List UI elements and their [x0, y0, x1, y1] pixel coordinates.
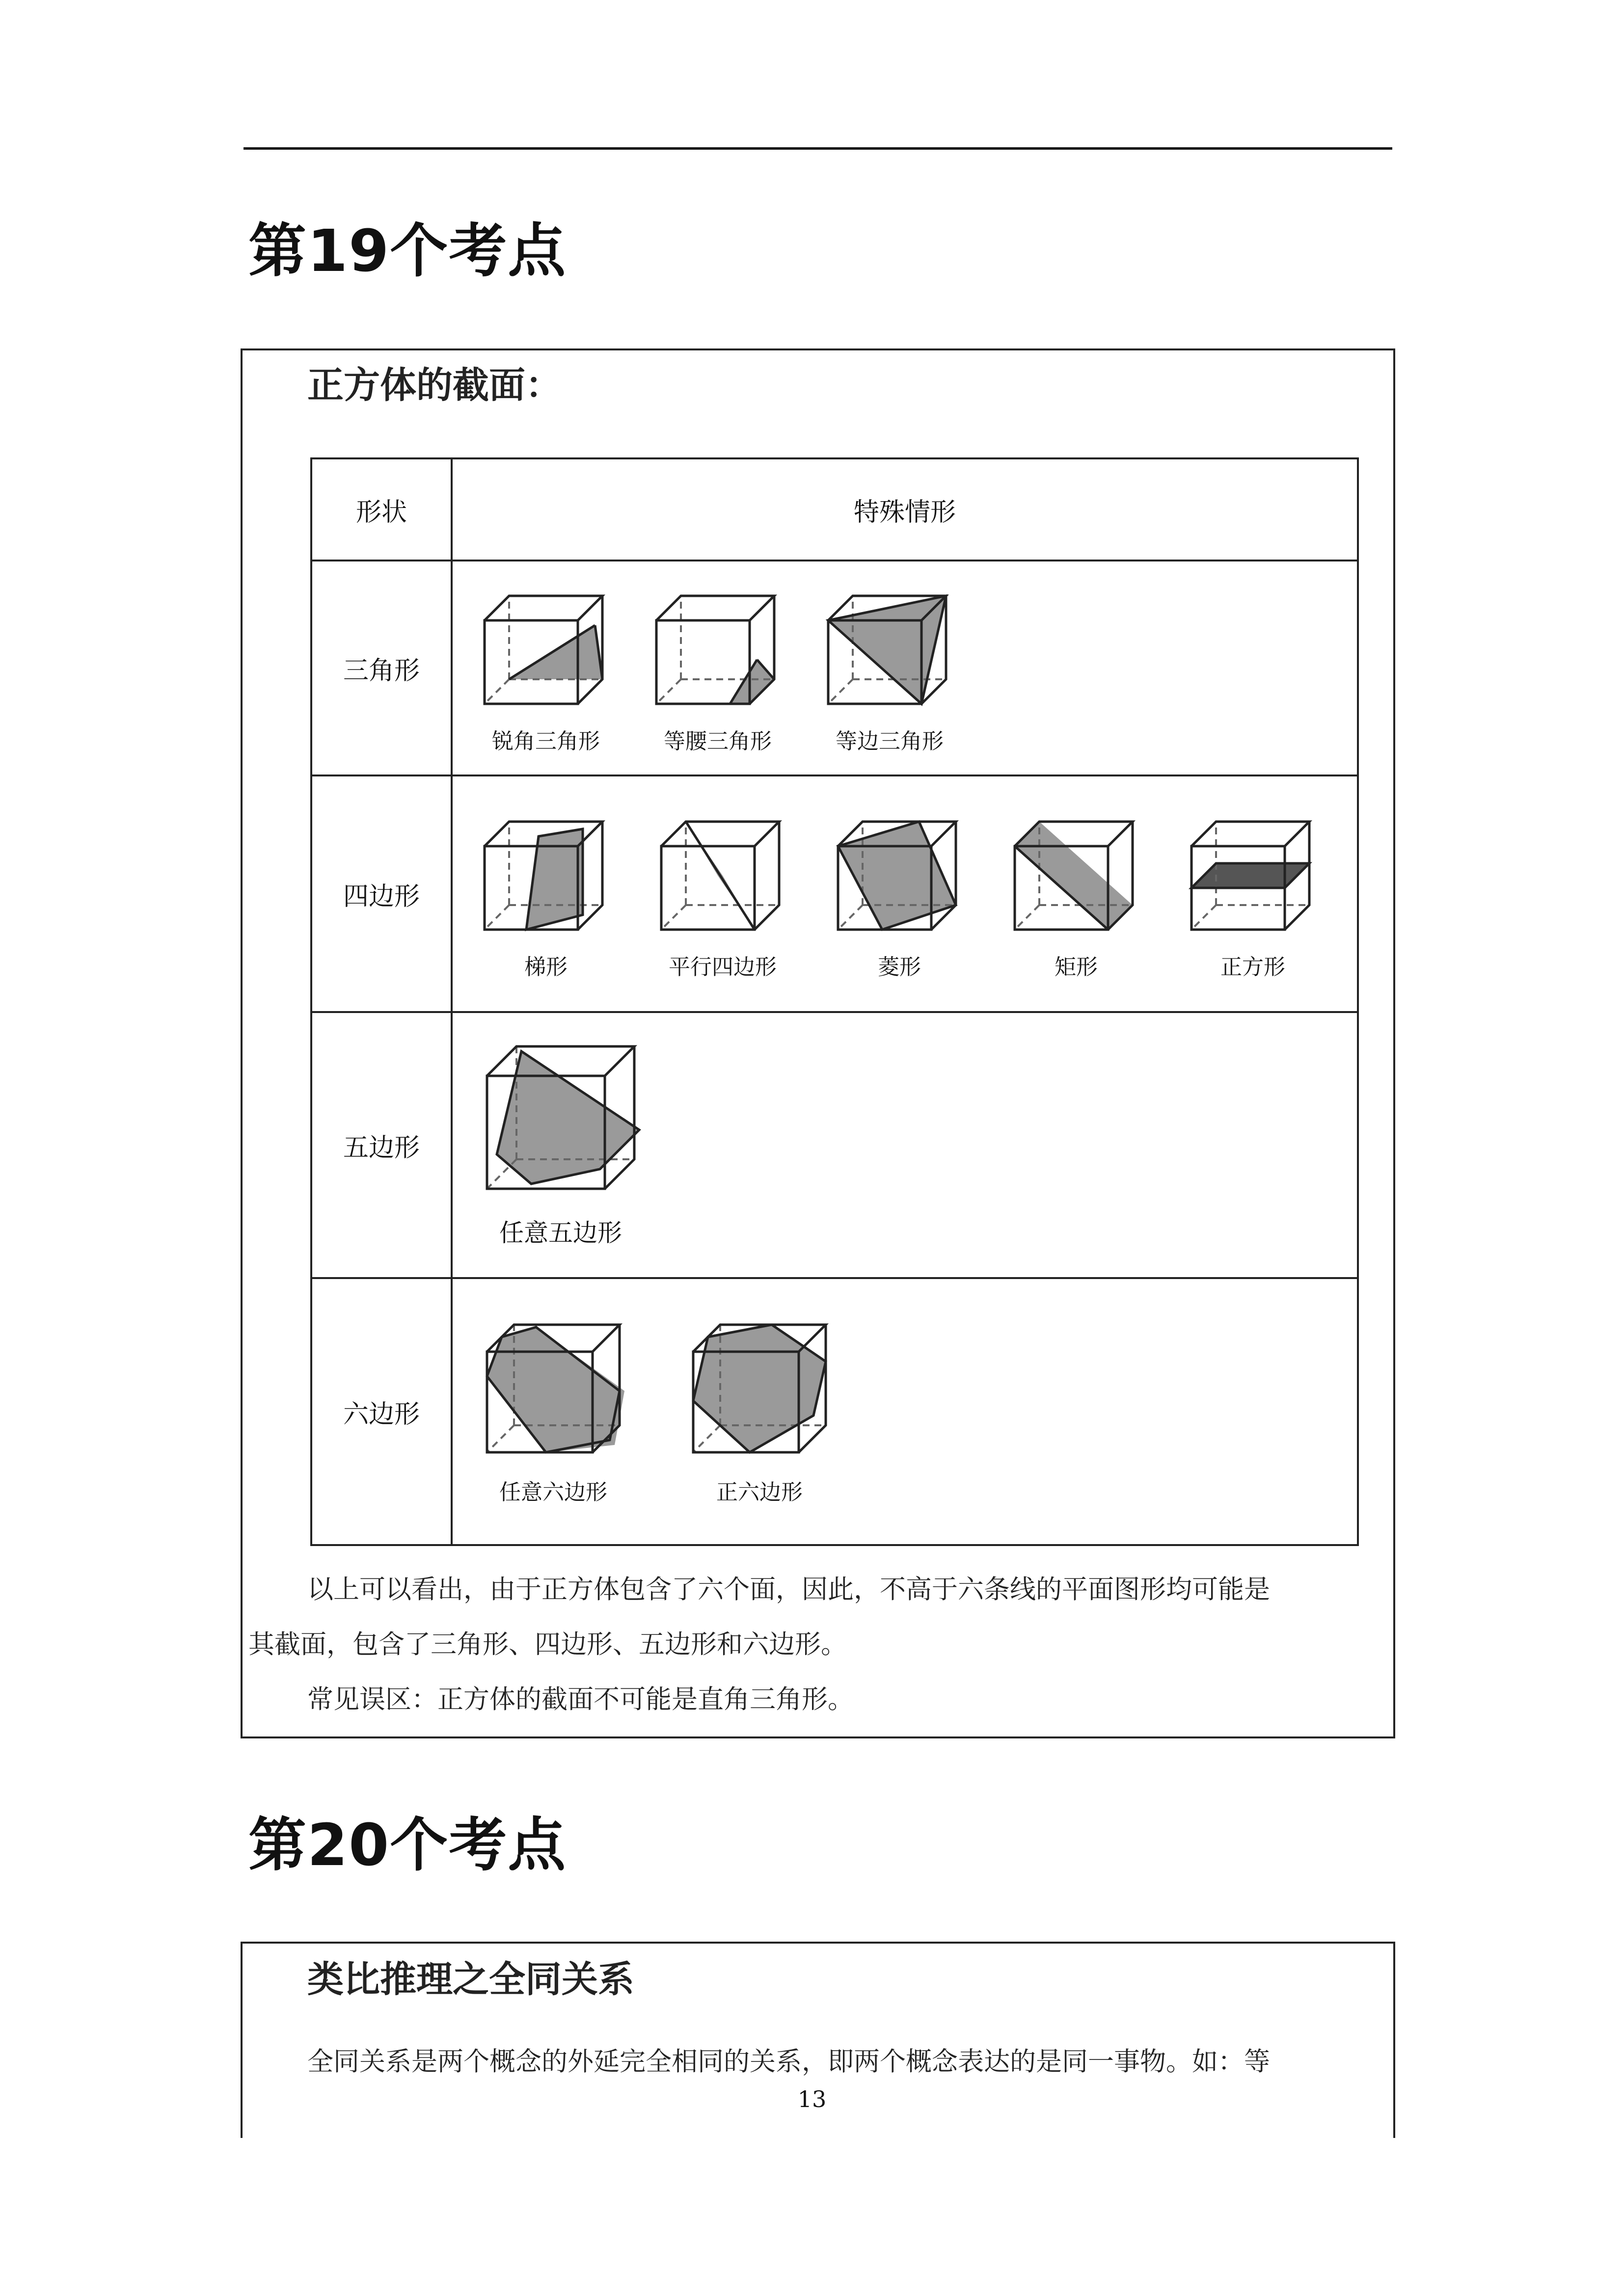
- figure-rhombus: [831, 807, 968, 981]
- row-label-triangle: 三角形: [311, 561, 452, 775]
- row-label-quadrilateral: 四边形: [311, 775, 452, 1012]
- figure-isosceles-triangle: [649, 581, 786, 755]
- page-number: 13: [797, 2086, 827, 2112]
- caption-parallelogram: 平行四边形: [669, 955, 777, 980]
- header-special-cases: 特殊情形: [452, 458, 1358, 561]
- caption-hexagon-arbitrary: 任意六边形: [499, 1480, 607, 1505]
- figure-trapezoid: [477, 807, 615, 981]
- table-header-row: [311, 458, 1358, 561]
- table-row-triangle: [311, 561, 1358, 775]
- paragraph-identity-relation: 全同关系是两个概念的外延完全相同的关系，即两个概念表达的是同一事物。如：等: [307, 2047, 1270, 2077]
- box-title-analogy-identity: 类比推理之全同关系: [307, 1958, 634, 2001]
- section-heading-19: 第19个考点: [248, 217, 567, 285]
- row-label-pentagon: 五边形: [311, 1012, 452, 1278]
- top-rule: [244, 147, 1392, 150]
- cube-isosceles-triangle-diagram: [649, 581, 786, 714]
- paragraph-1-line-2: 其截面，包含了三角形、四边形、五边形和六边形。: [248, 1629, 847, 1659]
- caption-square: 正方形: [1220, 955, 1285, 980]
- section19-box: [241, 348, 1395, 1738]
- figure-square: [1184, 807, 1322, 981]
- cube-equilateral-triangle-diagram: [821, 581, 958, 714]
- paragraph-1-line-1: 以上可以看出，由于正方体包含了六个面，因此，不高于六条线的平面图形均可能是: [307, 1575, 1270, 1604]
- cube-acute-triangle-diagram: [477, 581, 615, 714]
- caption-rectangle: 矩形: [1055, 955, 1098, 980]
- figure-parallelogram: [654, 807, 791, 981]
- cube-rhombus-diagram: [831, 807, 968, 939]
- figure-acute-triangle: [477, 581, 615, 755]
- box-title-cube-sections: 正方体的截面：: [307, 364, 562, 406]
- figure-equilateral-triangle: [821, 581, 958, 755]
- caption-isosceles-triangle: 等腰三角形: [664, 729, 772, 754]
- figure-pentagon: [477, 1041, 644, 1249]
- row-figures-pentagon: [452, 1012, 1358, 1278]
- cube-sections-table: [310, 457, 1359, 1546]
- cube-hexagon-regular-diagram: [683, 1317, 836, 1465]
- caption-acute-triangle: 锐角三角形: [492, 729, 600, 754]
- caption-equilateral-triangle: 等边三角形: [836, 729, 944, 754]
- cube-hexagon-arbitrary-diagram: [477, 1317, 629, 1465]
- caption-trapezoid: 梯形: [524, 955, 568, 980]
- paragraph-2-common-mistake: 常见误区：正方体的截面不可能是直角三角形。: [307, 1684, 854, 1714]
- cube-pentagon-diagram: [477, 1041, 644, 1203]
- cube-parallelogram-diagram: [654, 807, 791, 939]
- table-row-pentagon: [311, 1012, 1358, 1278]
- figure-hexagon-arbitrary: [477, 1317, 629, 1506]
- header-shape: 形状: [311, 458, 452, 561]
- caption-pentagon: 任意五边形: [499, 1219, 622, 1247]
- row-figures-quadrilateral: [452, 775, 1358, 1012]
- cube-square-diagram: [1184, 807, 1322, 939]
- figure-rectangle: [1007, 807, 1145, 981]
- caption-rhombus: 菱形: [878, 955, 921, 980]
- cube-trapezoid-diagram: [477, 807, 615, 939]
- table-row-quadrilateral: [311, 775, 1358, 1012]
- figure-hexagon-regular: [683, 1317, 836, 1506]
- caption-hexagon-regular: 正六边形: [716, 1480, 803, 1505]
- table-row-hexagon: [311, 1278, 1358, 1545]
- cube-rectangle-diagram: [1007, 807, 1145, 939]
- row-figures-triangle: [452, 561, 1358, 775]
- row-label-hexagon: 六边形: [311, 1278, 452, 1545]
- row-figures-hexagon: [452, 1278, 1358, 1545]
- section-heading-20: 第20个考点: [248, 1811, 567, 1879]
